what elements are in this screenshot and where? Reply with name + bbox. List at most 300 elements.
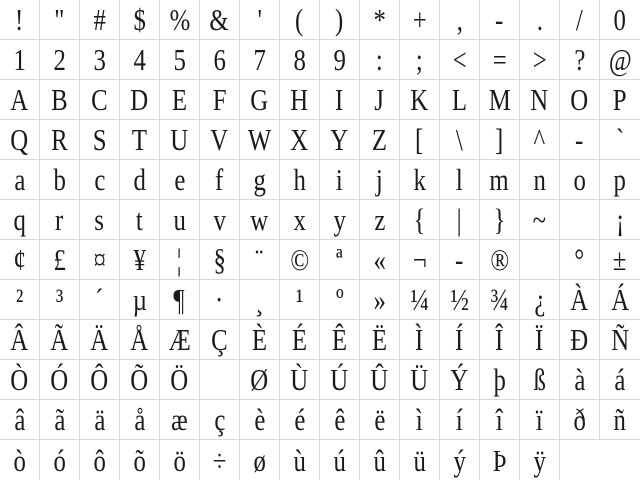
glyph-cell[interactable] <box>200 280 240 320</box>
glyph: 3 <box>93 42 106 77</box>
glyph-cell[interactable] <box>280 360 320 400</box>
glyph-cell[interactable] <box>0 120 40 160</box>
glyph-cell[interactable] <box>600 120 640 160</box>
glyph-cell[interactable] <box>160 160 200 200</box>
glyph: ø <box>253 442 266 478</box>
glyph-cell[interactable] <box>200 400 240 440</box>
glyph-cell[interactable] <box>80 40 120 80</box>
glyph-cell[interactable] <box>480 80 520 120</box>
glyph-cell[interactable] <box>160 360 200 400</box>
glyph-cell[interactable] <box>560 440 600 480</box>
glyph-cell[interactable] <box>280 120 320 160</box>
glyph: Ô <box>90 362 109 397</box>
glyph-cell[interactable] <box>0 200 40 240</box>
glyph: e <box>173 162 185 197</box>
glyph-cell[interactable] <box>240 360 280 400</box>
glyph: Ü <box>410 362 429 397</box>
glyph: ® <box>490 242 509 277</box>
glyph-cell[interactable] <box>440 400 480 440</box>
glyph-cell[interactable] <box>40 0 80 40</box>
glyph-cell[interactable] <box>320 40 360 80</box>
glyph: Ú <box>330 362 349 397</box>
glyph: ± <box>613 242 627 277</box>
glyph-cell[interactable] <box>360 160 400 200</box>
glyph: h <box>293 162 306 197</box>
glyph-cell[interactable] <box>120 320 160 360</box>
glyph-cell[interactable] <box>440 80 480 120</box>
glyph: ° <box>574 242 585 277</box>
glyph-cell[interactable] <box>200 440 240 480</box>
glyph-cell[interactable] <box>600 440 640 480</box>
glyph-cell[interactable] <box>80 440 120 480</box>
glyph-cell[interactable] <box>320 440 360 480</box>
glyph: ý <box>453 442 466 478</box>
glyph: N <box>530 82 549 117</box>
glyph-cell[interactable] <box>80 160 120 200</box>
glyph-cell[interactable] <box>160 440 200 480</box>
glyph-cell[interactable] <box>240 40 280 80</box>
glyph: ò <box>13 442 26 478</box>
glyph-cell[interactable] <box>120 400 160 440</box>
glyph: I <box>335 82 344 117</box>
glyph-cell[interactable] <box>40 320 80 360</box>
glyph-cell[interactable] <box>600 200 640 240</box>
glyph: © <box>290 242 309 277</box>
glyph: u <box>173 202 186 237</box>
glyph: µ <box>132 282 147 317</box>
glyph: O <box>570 82 589 117</box>
glyph-cell[interactable] <box>120 240 160 280</box>
glyph: . <box>536 2 543 37</box>
glyph: Æ <box>168 322 191 357</box>
glyph-cell[interactable] <box>120 120 160 160</box>
glyph-cell[interactable] <box>400 200 440 240</box>
glyph-cell[interactable] <box>440 280 480 320</box>
glyph-cell[interactable] <box>600 0 640 40</box>
glyph: + <box>412 2 427 37</box>
glyph: , <box>456 2 463 37</box>
glyph-cell[interactable] <box>320 120 360 160</box>
glyph: Ý <box>450 362 469 397</box>
glyph-cell[interactable] <box>480 400 520 440</box>
glyph-cell[interactable] <box>160 320 200 360</box>
glyph: ä <box>93 402 105 437</box>
glyph-cell[interactable] <box>200 320 240 360</box>
glyph: ü <box>413 442 426 478</box>
glyph: : <box>376 42 383 77</box>
glyph-cell[interactable] <box>600 40 640 80</box>
glyph-cell[interactable] <box>360 360 400 400</box>
glyph-cell[interactable] <box>160 0 200 40</box>
glyph-cell[interactable] <box>280 40 320 80</box>
glyph-cell[interactable] <box>240 240 280 280</box>
glyph-cell[interactable] <box>0 80 40 120</box>
glyph-cell[interactable] <box>440 320 480 360</box>
glyph: ^ <box>533 122 546 157</box>
glyph-cell[interactable] <box>80 360 120 400</box>
glyph-cell[interactable] <box>280 280 320 320</box>
glyph: ô <box>93 442 106 478</box>
glyph-cell[interactable] <box>120 160 160 200</box>
glyph-cell[interactable] <box>320 360 360 400</box>
glyph-cell[interactable] <box>240 80 280 120</box>
glyph: ì <box>416 402 423 437</box>
glyph: o <box>573 162 586 197</box>
glyph-cell[interactable] <box>280 0 320 40</box>
glyph-cell[interactable] <box>320 240 360 280</box>
glyph: î <box>496 402 503 437</box>
glyph-cell[interactable] <box>0 400 40 440</box>
glyph-cell[interactable] <box>280 160 320 200</box>
glyph-cell[interactable] <box>0 360 40 400</box>
glyph: ¢ <box>13 242 26 277</box>
glyph-cell[interactable] <box>160 280 200 320</box>
glyph: Ê <box>331 322 348 357</box>
glyph-cell[interactable] <box>440 120 480 160</box>
glyph-cell[interactable] <box>520 200 560 240</box>
glyph-cell[interactable] <box>240 120 280 160</box>
glyph: z <box>373 202 385 237</box>
glyph: Ñ <box>611 322 629 357</box>
glyph: Q <box>10 122 29 157</box>
glyph: Ù <box>290 362 309 397</box>
glyph-cell[interactable] <box>440 360 480 400</box>
glyph-cell[interactable] <box>400 40 440 80</box>
glyph-cell[interactable] <box>240 320 280 360</box>
glyph: þ <box>493 362 506 397</box>
glyph-cell[interactable] <box>240 0 280 40</box>
glyph-cell[interactable] <box>480 200 520 240</box>
glyph-cell[interactable] <box>280 80 320 120</box>
glyph: ¬ <box>412 242 427 277</box>
glyph: p <box>613 162 627 197</box>
glyph: ð <box>573 402 586 437</box>
glyph-cell[interactable] <box>200 360 240 400</box>
glyph-cell[interactable] <box>360 400 400 440</box>
glyph: v <box>213 202 226 237</box>
glyph-cell[interactable] <box>40 80 80 120</box>
glyph: Õ <box>130 362 149 397</box>
glyph: T <box>131 122 148 157</box>
glyph: [ <box>415 122 424 157</box>
glyph-cell[interactable] <box>520 80 560 120</box>
glyph: F <box>212 82 227 117</box>
glyph-cell[interactable] <box>320 160 360 200</box>
glyph: s <box>94 202 105 237</box>
glyph: X <box>290 122 309 157</box>
glyph-cell[interactable] <box>320 320 360 360</box>
glyph: 5 <box>173 42 186 77</box>
glyph-cell[interactable] <box>360 280 400 320</box>
glyph-cell[interactable] <box>480 280 520 320</box>
glyph-cell[interactable] <box>520 240 560 280</box>
glyph-cell[interactable] <box>560 80 600 120</box>
glyph: Ä <box>90 322 109 357</box>
glyph: B <box>51 82 68 117</box>
glyph-cell[interactable] <box>240 440 280 480</box>
glyph: @ <box>608 42 632 77</box>
glyph-cell[interactable] <box>400 320 440 360</box>
glyph: ; <box>416 42 423 77</box>
glyph-cell[interactable] <box>200 0 240 40</box>
glyph-cell[interactable] <box>40 120 80 160</box>
glyph-cell[interactable] <box>440 240 480 280</box>
glyph-cell[interactable] <box>360 40 400 80</box>
glyph-cell[interactable] <box>200 240 240 280</box>
glyph: # <box>93 2 106 37</box>
glyph-cell[interactable] <box>0 240 40 280</box>
glyph-cell[interactable] <box>480 160 520 200</box>
glyph: Þ <box>492 442 507 478</box>
glyph-cell[interactable] <box>40 280 80 320</box>
glyph-cell[interactable] <box>480 440 520 480</box>
glyph-cell[interactable] <box>480 240 520 280</box>
glyph: D <box>130 82 149 117</box>
glyph: M <box>488 82 511 117</box>
glyph-cell[interactable] <box>80 120 120 160</box>
glyph: Ö <box>170 362 189 397</box>
glyph-cell[interactable] <box>520 440 560 480</box>
glyph-cell[interactable] <box>360 440 400 480</box>
glyph-cell[interactable] <box>600 320 640 360</box>
glyph-cell[interactable] <box>560 240 600 280</box>
glyph: Ø <box>250 362 269 397</box>
glyph: $ <box>133 2 146 37</box>
glyph-cell[interactable] <box>560 320 600 360</box>
glyph: 4 <box>133 42 146 77</box>
glyph-cell[interactable] <box>400 360 440 400</box>
glyph: 8 <box>293 42 306 77</box>
glyph-cell[interactable] <box>200 200 240 240</box>
glyph-cell[interactable] <box>400 120 440 160</box>
glyph: Á <box>611 282 629 317</box>
glyph-cell[interactable] <box>560 280 600 320</box>
glyph-cell[interactable] <box>320 80 360 120</box>
glyph-cell[interactable] <box>560 40 600 80</box>
glyph: i <box>336 162 343 197</box>
glyph-cell[interactable] <box>0 320 40 360</box>
glyph: Z <box>371 122 388 157</box>
glyph: m <box>489 162 510 197</box>
glyph-cell[interactable] <box>400 440 440 480</box>
glyph: ] <box>495 122 504 157</box>
glyph-cell[interactable] <box>40 440 80 480</box>
glyph-cell[interactable] <box>560 120 600 160</box>
glyph: û <box>373 442 386 478</box>
glyph-cell[interactable] <box>560 0 600 40</box>
glyph-cell[interactable] <box>80 80 120 120</box>
glyph-cell[interactable] <box>280 440 320 480</box>
glyph-cell[interactable] <box>400 280 440 320</box>
glyph-cell[interactable] <box>360 240 400 280</box>
glyph-cell[interactable] <box>280 240 320 280</box>
glyph: ? <box>573 42 585 77</box>
glyph-cell[interactable] <box>40 360 80 400</box>
glyph-cell[interactable] <box>440 160 480 200</box>
glyph: É <box>291 322 308 357</box>
glyph: % <box>169 2 190 37</box>
glyph: c <box>93 162 105 197</box>
glyph-cell[interactable] <box>360 200 400 240</box>
glyph-cell[interactable] <box>360 80 400 120</box>
glyph-cell[interactable] <box>80 320 120 360</box>
glyph-cell[interactable] <box>520 0 560 40</box>
glyph: ¦ <box>177 242 182 277</box>
glyph-cell[interactable] <box>120 360 160 400</box>
glyph: á <box>614 362 626 397</box>
glyph-cell[interactable] <box>560 200 600 240</box>
glyph-cell[interactable] <box>120 200 160 240</box>
glyph-cell[interactable] <box>360 120 400 160</box>
glyph-cell[interactable] <box>520 360 560 400</box>
glyph: Ç <box>211 322 228 357</box>
glyph-cell[interactable] <box>280 320 320 360</box>
glyph-cell[interactable] <box>360 320 400 360</box>
glyph-cell[interactable] <box>80 0 120 40</box>
glyph-cell[interactable] <box>120 40 160 80</box>
glyph-cell[interactable] <box>560 400 600 440</box>
glyph-cell[interactable] <box>400 80 440 120</box>
glyph: õ <box>133 442 146 478</box>
glyph-cell[interactable] <box>600 400 640 440</box>
glyph-cell[interactable] <box>440 40 480 80</box>
glyph: W <box>247 122 272 157</box>
glyph-cell[interactable] <box>520 40 560 80</box>
glyph-cell[interactable] <box>600 360 640 400</box>
glyph-cell[interactable] <box>40 240 80 280</box>
glyph: " <box>54 2 65 37</box>
glyph-cell[interactable] <box>200 40 240 80</box>
glyph-cell[interactable] <box>80 200 120 240</box>
glyph-cell[interactable] <box>0 40 40 80</box>
glyph-cell[interactable] <box>480 40 520 80</box>
glyph: b <box>53 162 66 197</box>
glyph-cell[interactable] <box>440 0 480 40</box>
glyph-cell[interactable] <box>240 200 280 240</box>
glyph-cell[interactable] <box>400 0 440 40</box>
glyph-cell[interactable] <box>120 280 160 320</box>
glyph-cell[interactable] <box>600 280 640 320</box>
glyph-cell[interactable] <box>240 280 280 320</box>
glyph: Å <box>130 322 149 357</box>
glyph: ê <box>333 402 345 437</box>
glyph-cell[interactable] <box>160 400 200 440</box>
glyph: ö <box>173 442 186 478</box>
glyph-cell[interactable] <box>440 440 480 480</box>
glyph-cell[interactable] <box>400 160 440 200</box>
glyph: § <box>213 242 226 277</box>
glyph: = <box>492 42 507 77</box>
glyph-cell[interactable] <box>160 120 200 160</box>
glyph-cell[interactable] <box>360 0 400 40</box>
glyph-cell[interactable] <box>280 400 320 440</box>
glyph-cell[interactable] <box>0 0 40 40</box>
glyph: Y <box>330 122 349 157</box>
glyph: Ë <box>371 322 388 357</box>
glyph: d <box>133 162 146 197</box>
glyph-cell[interactable] <box>400 400 440 440</box>
glyph-cell[interactable] <box>600 160 640 200</box>
glyph: ÿ <box>533 442 546 478</box>
glyph: Â <box>10 322 29 357</box>
glyph-cell[interactable] <box>600 80 640 120</box>
glyph-cell[interactable] <box>320 200 360 240</box>
glyph: ' <box>257 2 262 37</box>
glyph-cell[interactable] <box>520 280 560 320</box>
glyph: £ <box>53 242 66 277</box>
glyph: 7 <box>253 42 266 77</box>
glyph-cell[interactable] <box>40 160 80 200</box>
glyph-cell[interactable] <box>320 0 360 40</box>
glyph: ~ <box>532 202 547 237</box>
glyph: V <box>210 122 229 157</box>
glyph-cell[interactable] <box>520 160 560 200</box>
glyph-cell[interactable] <box>160 240 200 280</box>
glyph-cell[interactable] <box>200 160 240 200</box>
glyph-cell[interactable] <box>80 400 120 440</box>
glyph-cell[interactable] <box>560 360 600 400</box>
glyph: æ <box>171 402 188 437</box>
glyph-cell[interactable] <box>80 240 120 280</box>
glyph-cell[interactable] <box>160 40 200 80</box>
glyph: 1 <box>13 42 26 77</box>
glyph: é <box>293 402 305 437</box>
glyph: ( <box>295 2 304 37</box>
glyph: ) <box>335 2 344 37</box>
glyph-cell[interactable] <box>560 160 600 200</box>
glyph: ¶ <box>173 282 186 317</box>
glyph: G <box>250 82 269 117</box>
glyph-cell[interactable] <box>120 80 160 120</box>
glyph: È <box>251 322 268 357</box>
glyph-cell[interactable] <box>0 160 40 200</box>
glyph-cell[interactable] <box>600 240 640 280</box>
glyph-cell[interactable] <box>160 80 200 120</box>
glyph-cell[interactable] <box>480 320 520 360</box>
glyph-cell[interactable] <box>240 160 280 200</box>
glyph-cell[interactable] <box>480 120 520 160</box>
glyph-cell[interactable] <box>240 400 280 440</box>
glyph-cell[interactable] <box>440 200 480 240</box>
glyph-cell[interactable] <box>120 0 160 40</box>
glyph-cell[interactable] <box>520 320 560 360</box>
glyph-cell[interactable] <box>400 240 440 280</box>
glyph-cell[interactable] <box>200 120 240 160</box>
glyph-cell[interactable] <box>520 120 560 160</box>
glyph: ¾ <box>490 282 509 317</box>
glyph-cell[interactable] <box>80 280 120 320</box>
glyph: ½ <box>450 282 469 317</box>
glyph-cell[interactable] <box>40 40 80 80</box>
glyph-cell[interactable] <box>200 80 240 120</box>
glyph-cell[interactable] <box>40 400 80 440</box>
glyph-cell[interactable] <box>520 400 560 440</box>
glyph-cell[interactable] <box>280 200 320 240</box>
glyph-cell[interactable] <box>40 200 80 240</box>
glyph: f <box>215 162 224 197</box>
glyph-cell[interactable] <box>320 400 360 440</box>
glyph-cell[interactable] <box>0 440 40 480</box>
glyph: S <box>92 122 107 157</box>
glyph-cell[interactable] <box>120 440 160 480</box>
glyph: & <box>209 2 230 37</box>
glyph: t <box>136 202 143 237</box>
glyph-cell[interactable] <box>0 280 40 320</box>
glyph-cell[interactable] <box>160 200 200 240</box>
glyph-cell[interactable] <box>480 0 520 40</box>
glyph-cell[interactable] <box>320 280 360 320</box>
glyph-cell[interactable] <box>480 360 520 400</box>
